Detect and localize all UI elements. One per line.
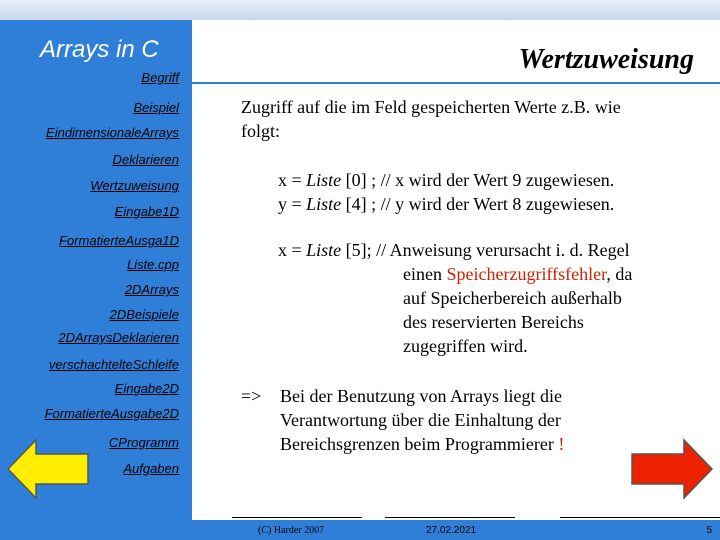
conclusion-text	[280, 384, 564, 456]
sidebar-item-deklarieren[interactable]: Deklarieren	[112, 152, 179, 167]
explanation-line: zugegriffen wird.	[403, 336, 528, 356]
intro-text	[241, 95, 621, 143]
footer-page-number: 5	[706, 525, 712, 536]
top-gradient-bar	[0, 0, 720, 20]
footer-copyright: (C) Harder 2007	[258, 525, 325, 536]
example-block-2	[278, 238, 632, 358]
sidebar-item-wertzuweisung[interactable]: Wertzuweisung	[90, 178, 179, 193]
sidebar-item-eindimensionale-arrays[interactable]: EindimensionaleArrays	[46, 125, 179, 140]
footer-divider	[560, 517, 720, 518]
sidebar-item-formatierte-ausga1d[interactable]: FormatierteAusga1D	[59, 233, 179, 248]
sidebar-item-2dbeispiele[interactable]: 2DBeispiele	[109, 307, 179, 322]
conclusion-line: Bereichsgrenzen beim Programmierer !	[280, 434, 565, 454]
example-block-1	[278, 168, 614, 216]
intro-line: Zugriff auf die im Feld gespeicherten Werte z.B. wie	[241, 97, 621, 117]
sidebar-item-formatierte-ausgabe2d[interactable]: FormatierteAusgabe2D	[44, 406, 179, 421]
sidebar-item-2darrays[interactable]: 2DArrays	[124, 282, 179, 297]
code-line-x: x = Liste [0] ; // x wird der Wert 9 zugewiesen.	[278, 170, 615, 190]
sidebar-item-verschachtelte-schleife[interactable]: verschachtelteSchleife	[48, 357, 179, 372]
footer-divider	[385, 517, 515, 518]
conclusion-line: Verantwortung über die Einhaltung der	[280, 410, 561, 430]
sidebar-item-cprogramm[interactable]: CProgramm	[108, 435, 179, 450]
next-arrow-icon[interactable]	[630, 436, 714, 502]
code-line-y: y = Liste [4] ; // y wird der Wert 8 zugewiesen.	[278, 194, 615, 214]
sidebar-item-eingabe1d[interactable]: Eingabe1D	[114, 204, 179, 219]
footer-date: 27.02.2021	[426, 525, 477, 536]
sidebar-item-2darrays-deklarieren[interactable]: 2DArraysDeklarieren	[58, 330, 179, 345]
intro-line: folgt:	[241, 121, 280, 141]
title-underline	[192, 82, 720, 84]
sidebar-item-eingabe2d[interactable]: Eingabe2D	[114, 381, 179, 396]
explanation-line: auf Speicherbereich außerhalb	[403, 288, 622, 308]
bottom-bar	[0, 520, 720, 540]
conclusion-line: Bei der Benutzung von Arrays liegt die	[280, 386, 562, 406]
sidebar-item-liste-cpp[interactable]: Liste.cpp	[126, 257, 179, 272]
explanation-line: des reservierten Bereichs	[403, 312, 584, 332]
sidebar-item-beispiel[interactable]: Beispiel	[133, 100, 179, 115]
footer-divider	[232, 517, 362, 518]
code-line-out-of-bounds: x = Liste [5]; // Anweisung verursacht i. d. Regel	[278, 240, 630, 260]
sidebar-title: Arrays in C	[40, 36, 159, 63]
explanation-line: einen Speicherzugriffsfehler, da	[403, 264, 633, 284]
previous-arrow-icon[interactable]	[6, 436, 90, 502]
slide-title: Wertzuweisung	[518, 44, 694, 75]
sidebar-item-aufgaben[interactable]: Aufgaben	[123, 461, 179, 476]
sidebar-item-begriff[interactable]: Begriff	[141, 70, 179, 85]
conclusion-arrow: =>	[241, 386, 262, 406]
